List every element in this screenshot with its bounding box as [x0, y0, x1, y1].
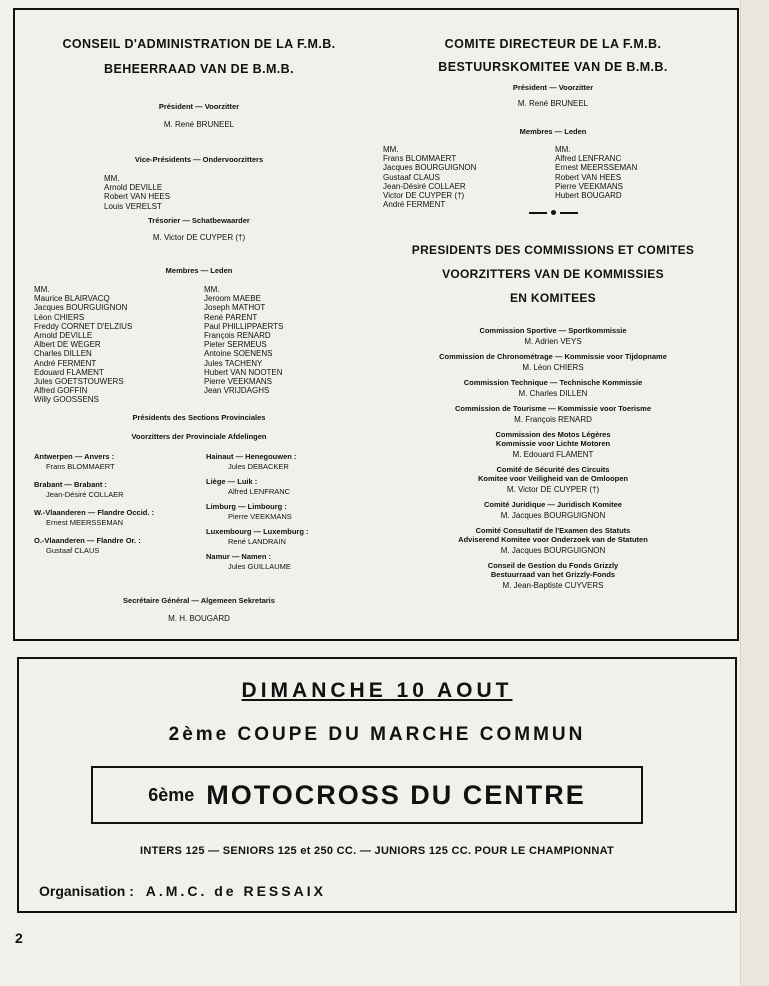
- event-cup: 2ème COUPE DU MARCHE COMMUN: [168, 724, 586, 745]
- organisation-label: Organisation :: [39, 883, 134, 899]
- left-title-nl: BEHEERRAAD VAN DE B.M.B.: [104, 62, 294, 76]
- province-entry: [206, 452, 371, 471]
- province-president: Frans BLOMMAERT: [46, 461, 115, 471]
- commission-president: M. Adrien VEYS: [524, 337, 582, 346]
- provincial-label-fr: Présidents des Sections Provinciales: [132, 413, 266, 422]
- province-entry: [206, 552, 371, 571]
- right-members-col2: MM. Alfred LENFRANC Ernest MEERSSEMAN Robert VAN HEES Pierre VEEKMANS Hubert BOUGARD: [555, 145, 638, 201]
- commission-label: Conseil de Gestion du Fonds Grizzly Bestuurraad van het Grizzly-Fonds: [487, 561, 619, 579]
- provinces-left: [34, 452, 199, 564]
- left-title-fr: CONSEIL D'ADMINISTRATION DE LA F.M.B.: [62, 37, 336, 51]
- commission-entry: [373, 561, 733, 590]
- left-members-col1: MM. Maurice BLAIRVACQ Jacques BOURGUIGNON Léon CHIERS Freddy CORNET D'ELZIUS Arnold DEVILLE Albert DE WEGER Charles DILLEN André FERMENT Edouard FLAMENT Jules GOETSTOUWERS Alfred GOFFIN Willy GOOSSENS: [34, 285, 133, 405]
- provincial-label-nl: Voorzitters der Provinciale Afdelingen: [131, 432, 267, 441]
- commission-president: M. Jean-Baptiste CUYVERS: [502, 581, 604, 590]
- divider-dot: [551, 210, 556, 215]
- province-president: Pierre VEEKMANS: [228, 511, 292, 521]
- province-president: Gustaaf CLAUS: [46, 545, 100, 555]
- province-president: Ernest MEERSSEMAN: [46, 517, 124, 527]
- province-region: Luxembourg — Luxemburg :: [206, 527, 309, 536]
- commission-label: Comité Juridique — Juridisch Komitee: [484, 500, 622, 509]
- commission-entry: [373, 500, 733, 520]
- right-members-label: Membres — Leden: [519, 127, 587, 136]
- left-president-label: Président — Voorzitter: [158, 102, 240, 111]
- commission-label: Commission de Tourisme — Kommissie voor Toerisme: [454, 404, 652, 413]
- divider-line: [560, 212, 578, 214]
- event-ordinal: 6ème: [148, 784, 195, 805]
- section-divider: [383, 210, 723, 215]
- commission-entry: [373, 378, 733, 398]
- commission-label: Comité de Sécurité des Circuits Komitee voor Veiligheid van de Omloopen: [477, 465, 629, 483]
- divider-line: [529, 212, 547, 214]
- commission-president: M. Charles DILLEN: [518, 389, 588, 398]
- right-members-col1: MM. Frans BLOMMAERT Jacques BOURGUIGNON Gustaaf CLAUS Jean-Désiré COLLAER Victor DE CUYPER (†) André FERMENT: [383, 145, 477, 210]
- province-region: W.-Vlaanderen — Flandre Occid. :: [34, 508, 155, 517]
- commission-entry: [373, 404, 733, 424]
- right-title-nl: BESTUURSKOMITEE VAN DE B.M.B.: [438, 60, 668, 74]
- left-president-name: M. René BRUNEEL: [163, 120, 235, 129]
- commission-entry: [373, 326, 733, 346]
- commission-president: M. François RENARD: [514, 415, 592, 424]
- commission-entry: [373, 526, 733, 555]
- province-entry: [34, 480, 199, 508]
- province-region: Hainaut — Henegouwen :: [206, 452, 297, 461]
- commissions-heading-nl: VOORZITTERS VAN DE KOMMISSIES: [442, 267, 664, 281]
- province-region: Limburg — Limbourg :: [206, 502, 287, 511]
- province-region: O.-Vlaanderen — Flandre Or. :: [34, 536, 141, 545]
- secretary-label: Secrétaire Général — Algemeen Sekretaris: [123, 596, 275, 605]
- left-members-col2: MM. Jeroom MAEBE Joseph MATHOT René PARENT Paul PHILLIPPAERTS François RENARD Pieter SERMEUS Antoine SOENENS Jules TACHENY Hubert VAN NOOTEN Pierre VEEKMANS Jean VRIJDAGHS: [204, 285, 284, 396]
- event-date: DIMANCHE 10 AOUT: [241, 679, 513, 702]
- commission-president: M. Jacques BOURGUIGNON: [500, 546, 606, 555]
- province-entry: [206, 527, 371, 546]
- commission-president: M. Léon CHIERS: [522, 363, 584, 372]
- provinces-right: [206, 452, 371, 571]
- event-title-frame: [91, 766, 643, 824]
- province-region: Namur — Namen :: [206, 552, 272, 561]
- event-ad-box: [17, 657, 737, 913]
- right-president-label: Président — Voorzitter: [512, 83, 594, 92]
- province-president: Jean-Désiré COLLAER: [46, 489, 124, 499]
- organisation-name: A.M.C. de RESSAIX: [145, 883, 326, 899]
- right-title-fr: COMITE DIRECTEUR DE LA F.M.B.: [444, 37, 662, 51]
- left-members-label: Membres — Leden: [165, 266, 233, 275]
- commission-president: M. Jacques BOURGUIGNON: [500, 511, 606, 520]
- event-classes: INTERS 125 — SENIORS 125 et 250 CC. — JUNIORS 125 CC. POUR LE CHAMPIONNAT: [139, 845, 615, 857]
- treasurer-label: Trésorier — Schatbewaarder: [148, 216, 250, 225]
- commission-entry: [373, 430, 733, 459]
- commissions-list: [373, 326, 733, 596]
- commission-entry: [373, 352, 733, 372]
- province-region: Liège — Luik :: [206, 477, 258, 486]
- province-president: Jules DEBACKER: [228, 461, 289, 471]
- province-entry: [34, 536, 199, 564]
- province-region: Brabant — Brabant :: [34, 480, 107, 489]
- commission-president: M. Victor DE CUYPER (†): [506, 485, 600, 494]
- commission-label: Commission Technique — Technische Kommissie: [463, 378, 643, 387]
- event-name: MOTOCROSS DU CENTRE: [206, 779, 586, 810]
- treasurer-name: M. Victor DE CUYPER (†): [152, 233, 246, 242]
- secretary-name: M. H. BOUGARD: [168, 614, 230, 623]
- province-entry: [34, 452, 199, 480]
- vice-presidents-list: MM. Arnold DEVILLE Robert VAN HEES Louis VERELST: [104, 174, 171, 211]
- facing-page-edge: [740, 0, 769, 986]
- province-entry: [34, 508, 199, 536]
- province-president: Jules GUILLAUME: [228, 561, 291, 571]
- commission-label: Commission Sportive — Sportkommissie: [479, 326, 627, 335]
- council-box: [13, 8, 739, 641]
- page-number: 2: [15, 930, 23, 946]
- province-president: René LANDRAIN: [228, 536, 286, 546]
- province-president: Alfred LENFRANC: [228, 486, 291, 496]
- commission-label: Commission des Motos Légères Kommissie voor Lichte Motoren: [495, 430, 611, 448]
- commissions-heading-fr: PRESIDENTS DES COMMISSIONS ET COMITES: [411, 243, 695, 257]
- commission-label: Commission de Chronométrage — Kommissie voor Tijdopname: [439, 352, 667, 361]
- commissions-heading-nl-2: EN KOMITEES: [510, 291, 596, 305]
- commission-president: M. Edouard FLAMENT: [512, 450, 594, 459]
- province-entry: [206, 502, 371, 521]
- province-region: Antwerpen — Anvers :: [34, 452, 115, 461]
- commission-entry: [373, 465, 733, 494]
- province-entry: [206, 477, 371, 496]
- right-president-name: M. René BRUNEEL: [517, 99, 589, 108]
- organisation-line: [39, 883, 326, 899]
- vice-presidents-label: Vice-Présidents — Ondervoorzitters: [134, 155, 264, 164]
- commission-label: Comité Consultatif de l'Examen des Statuts Adviserend Komitee voor Onderzoek van de Statuten: [458, 526, 648, 544]
